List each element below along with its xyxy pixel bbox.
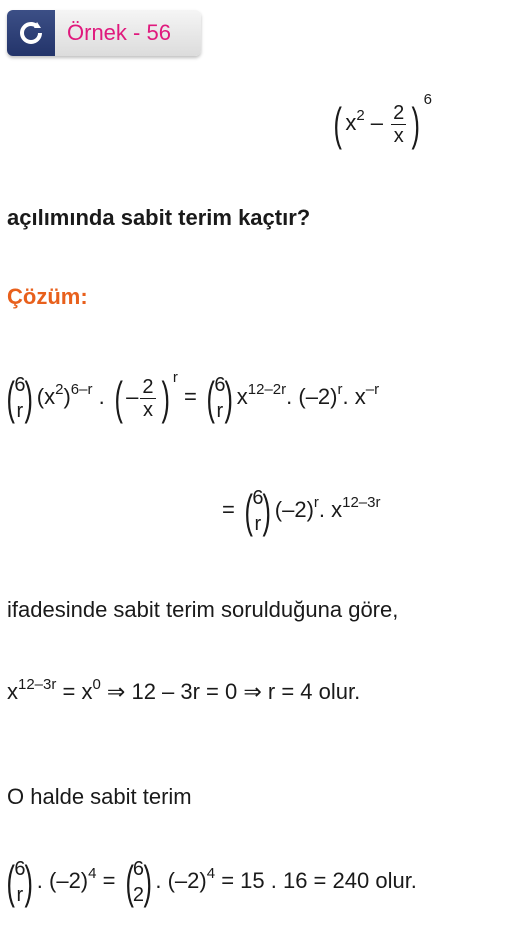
right-paren: ) [411,98,421,151]
example-label: Örnek - 56 [67,20,171,45]
solution-title: Çözüm: [7,284,88,309]
equation-line-1: ( 6 r ) $(x^2)^{6-r}$ . ( – $\frac{2}{x}$ ) $^r$ = ( 6 r ) $x^{12-2r}$. $(-2)^r$. $x^{-r}$ [3,372,379,424]
expr-x: x [345,110,357,135]
binom-6-r-c: ( 6 r ) [244,485,272,537]
binom-6-r: ( 6 r ) [6,372,34,424]
expr-minus: – [370,110,384,135]
sentence-1: ifadesinde sabit terim sorulduğuna göre, [7,597,399,622]
equation-line-2: = ( 6 r ) $(-2)^r$. $x^{12-3r}$ [222,485,381,537]
binom-6-r-d: ( 6 r ) [6,856,34,908]
binom-6-2: ( 6 2 ) [125,856,152,908]
left-paren: ( [333,98,342,151]
example-badge [7,10,201,56]
equation-line-3: $x^{12-3r} = x^0$ ⇒ 12 – 3r = 0 ⇒ r = 4 olur. [7,676,361,704]
equation-line-4: ( 6 r ) . $(-2)^4$ = ( 6 2 ) . $(-2)^4 = 15$ . 16 = 240 olur. [3,856,417,908]
sentence-2: O halde sabit terim [7,784,192,809]
expr-outer-exp: 6 [423,91,432,108]
refresh-icon [18,20,44,46]
binom-6-r-b: ( 6 r ) [206,372,234,424]
badge-icon-box [7,10,55,56]
problem-expression [330,91,432,151]
question-text: açılımında sabit terim kaçtır? [7,205,311,230]
expr-x-exp: 2 [356,107,365,124]
expr-fraction: $\frac{2}{x}$ [393,101,405,147]
